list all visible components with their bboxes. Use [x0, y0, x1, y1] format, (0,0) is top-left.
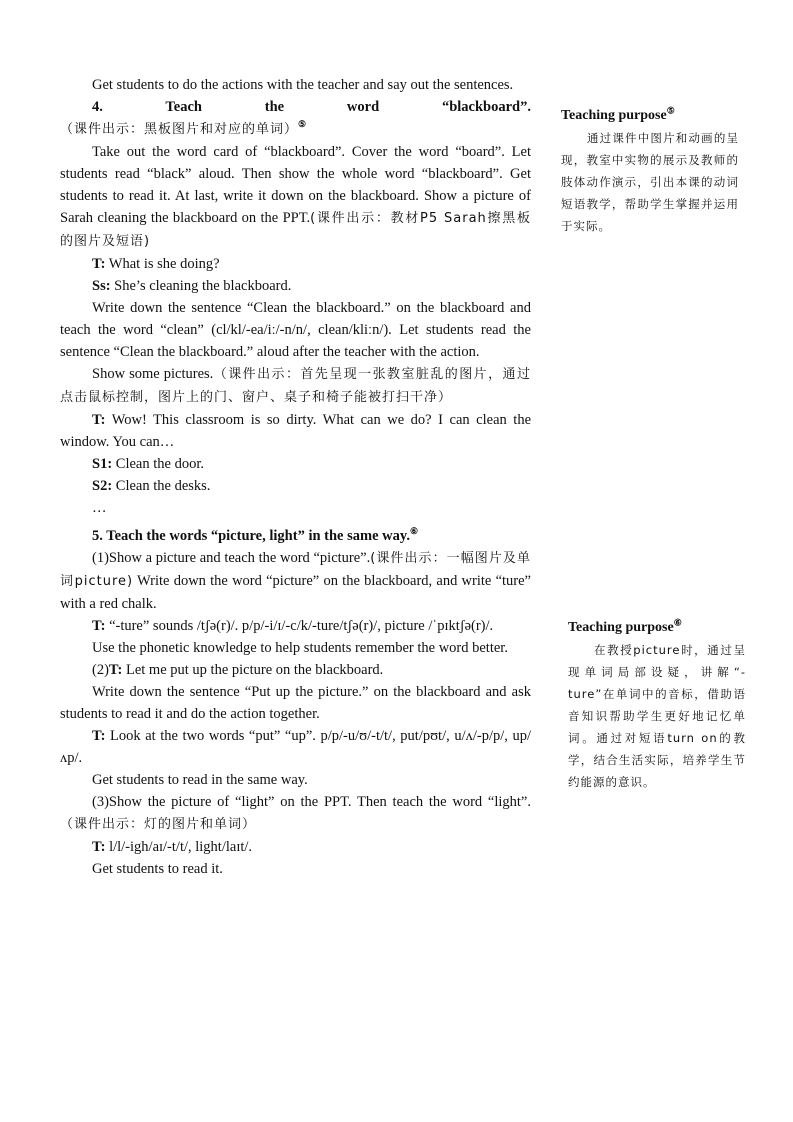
- paragraph: Get students to read it.: [92, 861, 223, 877]
- speaker: T:: [92, 256, 106, 272]
- note-title: [568, 617, 746, 639]
- dialogue-text: “-ture” sounds /tʃə(r)/. p/p/-i/ɪ/-c/k/-ture/tʃə(r)/, picture /ˈpɪktʃə(r)/.: [105, 618, 494, 634]
- dialogue-line: [60, 275, 531, 297]
- dialogue-line: [60, 253, 531, 275]
- dialogue-line: [60, 836, 531, 858]
- ellipsis: …: [92, 500, 107, 516]
- paragraph: [60, 659, 531, 681]
- paragraph-text: Take out the word card of “blackboard”. Cover the word “board”. Let students read “black” aloud. Then show the whole word “blackboard”. Get students to read it. At last, write it down on the blackboard. Show a picture of Sarah cleaning the blackboard on the PPT.: [60, 144, 531, 226]
- paragraph-text: (3)Show the picture of “light” on the PPT. Then teach the word “light”.: [92, 794, 531, 810]
- footnote-mark: ⑤: [666, 105, 675, 116]
- dialogue-text: Look at the two words “put” “up”. p/p/-u/ʊ/-t/t/, put/pʊt/, u/ʌ/-p/p/, up/ʌp/.: [60, 728, 531, 766]
- note-title-text: Teaching purpose: [568, 620, 674, 635]
- section-heading-5: [60, 525, 531, 547]
- courseware-note: （课件出示：首先呈现一张教室脏乱的图片，通过点击鼠标控制，图片上的门、窗户、桌子和椅子能被打扫干净）: [60, 367, 531, 405]
- dialogue-text: Wow! This classroom is so dirty. What can we do? I can clean the window. You can…: [60, 412, 531, 450]
- dialogue-line: [60, 475, 531, 497]
- dialogue-line: [60, 453, 531, 475]
- courseware-note: (课件出示：教材P5 Sarah擦黑板的图片及短语): [60, 211, 531, 249]
- heading-text: 4. Teach the word “blackboard”.: [92, 99, 531, 115]
- dialogue-text: What is she doing?: [105, 256, 220, 272]
- lesson-body: [60, 74, 531, 880]
- dialogue-line: [60, 409, 531, 453]
- dialogue-text: Let me put up the picture on the blackboard.: [122, 662, 384, 678]
- heading-note: （课件出示：黑板图片和对应的单词）: [60, 122, 299, 137]
- paragraph-text: Write down the word “picture” on the blackboard, and write “ture” with a red chalk.: [60, 573, 531, 612]
- speaker: T:: [108, 662, 123, 678]
- paragraph-text: (1)Show a picture and teach the word “picture”.: [92, 550, 371, 566]
- speaker: T:: [92, 618, 106, 634]
- footnote-mark: ⑤: [298, 119, 307, 130]
- section-heading-4: [60, 96, 531, 141]
- dialogue-text: Clean the desks.: [112, 478, 211, 494]
- footnote-mark: ⑥: [673, 617, 682, 628]
- speaker: T:: [92, 728, 106, 744]
- dialogue-text: l/l/-igh/aɪ/-t/t/, light/laɪt/.: [105, 839, 253, 855]
- speaker: T:: [92, 412, 106, 428]
- step-label: (2): [92, 662, 109, 678]
- teaching-purpose-note-5: [561, 105, 739, 237]
- paragraph: [60, 547, 531, 615]
- courseware-note: （课件出示：灯的图片和单词）: [60, 817, 257, 832]
- footnote-mark: ⑥: [409, 526, 419, 537]
- dialogue-text: Clean the door.: [112, 456, 204, 472]
- paragraph: Get students to read in the same way.: [92, 772, 308, 788]
- speaker: Ss:: [92, 278, 111, 294]
- dialogue-text: She’s cleaning the blackboard.: [110, 278, 292, 294]
- paragraph: [60, 791, 531, 836]
- speaker: S2:: [92, 478, 113, 494]
- paragraph: Use the phonetic knowledge to help students remember the word better.: [92, 640, 508, 656]
- note-title-text: Teaching purpose: [561, 108, 667, 123]
- paragraph: [60, 363, 531, 409]
- paragraph: [60, 141, 531, 253]
- note-title: [561, 105, 739, 127]
- note-body: 通过课件中图片和动画的呈现，教室中实物的展示及教师的肢体动作演示，引出本课的动词短语教学，帮助学生掌握并运用于实际。: [561, 131, 739, 233]
- paragraph-text: Show some pictures.: [92, 366, 214, 382]
- paragraph: Write down the sentence “Clean the blackboard.” on the blackboard and teach the word “clean” (cl/kl/-ea/iː/-n/n/, clean/kliːn/). Let students read the sentence “Clean the blackboard.” aloud after the teacher with the action.: [60, 300, 531, 360]
- courseware-note: (课件出示：一幅图片及单词picture): [60, 551, 531, 589]
- heading-text: 5. Teach the words “picture, light” in the same way.: [92, 528, 410, 544]
- paragraph: Get students to do the actions with the teacher and say out the sentences.: [92, 77, 514, 93]
- dialogue-line: [60, 615, 531, 637]
- note-body: 在教授picture时，通过呈现单词局部设疑，讲解“-ture”在单词中的音标，借助语音知识帮助学生更好地记忆单词。通过对短语turn on的教学，结合生活实际，培养学生节约能源的意识。: [568, 643, 746, 789]
- paragraph: Write down the sentence “Put up the picture.” on the blackboard and ask students to read it and do the action together.: [60, 684, 531, 722]
- speaker: S1:: [92, 456, 113, 472]
- teaching-purpose-note-6: [568, 617, 746, 793]
- speaker: T:: [92, 839, 106, 855]
- dialogue-line: [60, 725, 531, 769]
